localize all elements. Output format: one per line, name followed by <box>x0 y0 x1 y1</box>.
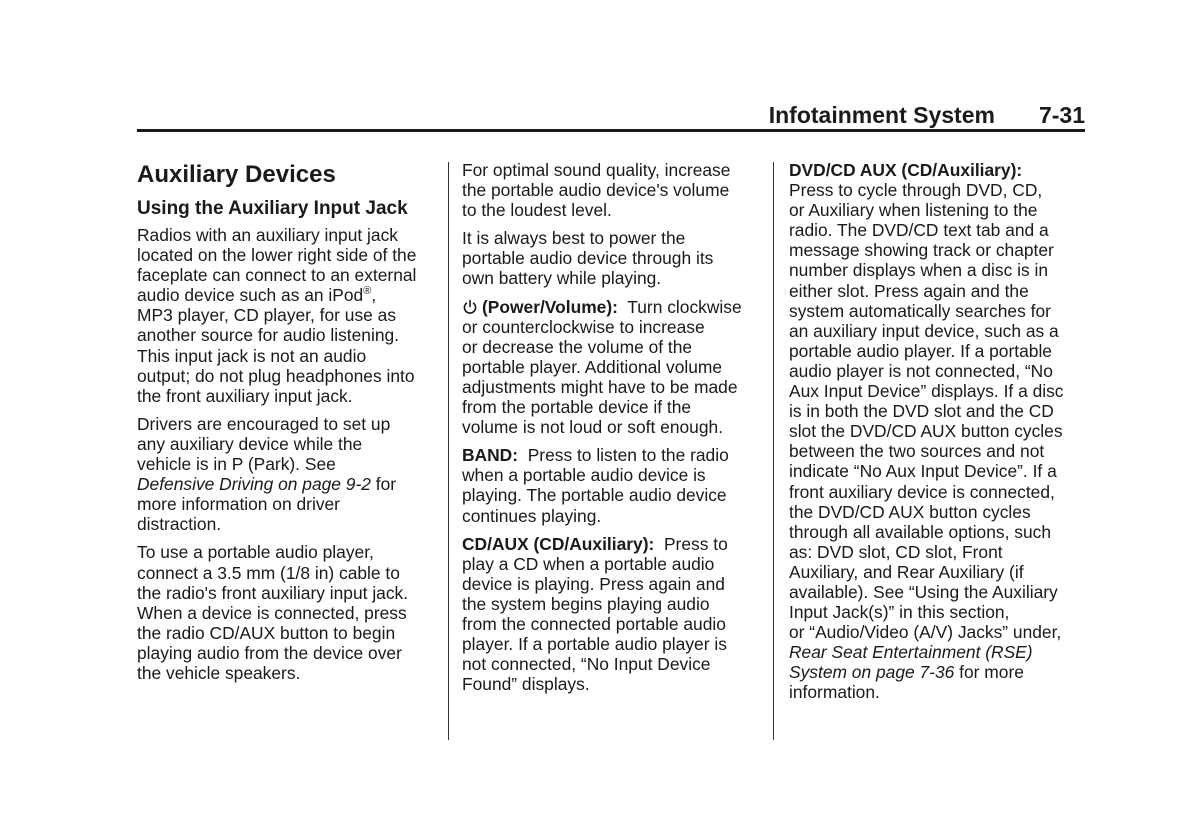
text-line: portable audio device through its <box>462 248 714 269</box>
text-line: not connected, “No Input Device <box>462 654 711 675</box>
text-line: continues playing. <box>462 505 602 526</box>
paragraph <box>789 160 1089 703</box>
term-cd-aux: CD/AUX (CD/Auxiliary): <box>462 533 655 554</box>
subheading-auxiliary-input-jack: Using the Auxiliary Input Jack <box>137 198 408 219</box>
text-line: output; do not plug headphones into <box>137 365 415 386</box>
text-span: , <box>371 285 377 306</box>
text-line <box>462 445 762 465</box>
text-line: the front auxiliary input jack. <box>137 385 353 406</box>
column-2 <box>462 160 762 702</box>
cross-reference-link[interactable]: System on page 7-36 <box>789 662 955 683</box>
paragraph <box>462 297 762 438</box>
text-line: the system begins playing audio <box>462 593 710 614</box>
text-line <box>137 285 437 305</box>
term-power-volume: (Power/Volume): <box>482 296 618 317</box>
header-rule <box>137 129 1085 132</box>
text-line: or decrease the volume of the <box>462 336 693 357</box>
text-line: portable player. Additional volume <box>462 356 723 377</box>
text-line: Input Jack(s)” in this section, <box>789 602 1010 623</box>
text-line <box>789 662 1089 682</box>
text-line: playing. The portable audio device <box>462 485 727 506</box>
paragraph <box>462 228 762 288</box>
text-line: located on the lower right side of the <box>137 245 417 266</box>
term-dvd-cd-aux: DVD/CD AUX (CD/Auxiliary): <box>789 160 1023 180</box>
page-header <box>137 100 1085 130</box>
text-line: faceplate can connect to an external <box>137 265 417 286</box>
text-line: When a device is connected, press <box>137 602 407 623</box>
text-line: To use a portable audio player, <box>137 542 374 563</box>
text-line: the vehicle speakers. <box>137 662 301 683</box>
text-line <box>137 474 437 494</box>
text-line: information. <box>789 682 880 703</box>
text-line: the portable audio device's volume <box>462 180 730 201</box>
text-line: from the connected portable audio <box>462 613 726 634</box>
paragraph <box>462 445 762 525</box>
text-line: front auxiliary device is connected, <box>789 481 1055 502</box>
text-span: for <box>370 474 397 495</box>
text-line: between the two sources and not <box>789 441 1045 462</box>
cross-reference-link[interactable]: Defensive Driving on page 9-2 <box>137 474 371 495</box>
text-line: another source for audio listening. <box>137 325 399 346</box>
column-3 <box>789 160 1089 711</box>
text-line: when a portable audio device is <box>462 465 706 486</box>
text-line: from the portable device if the <box>462 397 692 418</box>
text-line: the DVD/CD AUX button cycles <box>789 501 1031 522</box>
text-line: adjustments might have to be made <box>462 376 738 397</box>
text-line: Drivers are encouraged to set up <box>137 413 391 434</box>
paragraph <box>137 414 437 535</box>
column-divider <box>773 162 774 740</box>
text-line <box>462 534 762 554</box>
text-line: an auxiliary input device, such as a <box>789 320 1059 341</box>
heading-auxiliary-devices: Auxiliary Devices <box>137 161 336 188</box>
text-line: For optimal sound quality, increase <box>462 160 731 180</box>
text-line: available). See “Using the Auxiliary <box>789 581 1058 602</box>
text-line: volume is not loud or soft enough. <box>462 417 724 438</box>
text-line: Aux Input Device” displays. If a disc <box>789 381 1064 402</box>
paragraph <box>137 542 437 683</box>
text-line: more information on driver <box>137 494 340 515</box>
text-line: distraction. <box>137 514 222 535</box>
text-line: radio. The DVD/CD text tab and a <box>789 220 1049 241</box>
cross-reference-link[interactable]: Rear Seat Entertainment (RSE) <box>789 642 1033 663</box>
text-line: as: DVD slot, CD slot, Front <box>789 541 1003 562</box>
text-span: Press to <box>654 533 728 554</box>
text-line: slot the DVD/CD AUX button cycles <box>789 421 1063 442</box>
text-line: indicate “No Aux Input Device”. If a <box>789 461 1057 482</box>
text-line: vehicle is in P (Park). See <box>137 454 336 475</box>
text-line: the radio CD/AUX button to begin <box>137 622 396 643</box>
text-line: is in both the DVD slot and the CD <box>789 401 1054 422</box>
text-line: Auxiliary, and Rear Auxiliary (if <box>789 561 1024 582</box>
column-divider <box>448 162 449 740</box>
text-line: player. If a portable audio player is <box>462 634 727 655</box>
text-line: any auxiliary device while the <box>137 433 363 454</box>
text-line: or counterclockwise to increase <box>462 316 705 337</box>
text-line: device is playing. Press again and <box>462 573 725 594</box>
text-line: either slot. Press again and the <box>789 280 1029 301</box>
text-line: audio player is not connected, “No <box>789 360 1053 381</box>
registered-mark: ® <box>363 285 372 298</box>
text-line: Found” displays. <box>462 674 590 695</box>
text-line: It is always best to power the <box>462 228 686 249</box>
paragraph <box>462 534 762 695</box>
paragraph <box>137 225 437 406</box>
text-line: system automatically searches for <box>789 300 1051 321</box>
text-line: or “Audio/Video (A/V) Jacks” under, <box>789 622 1062 643</box>
paragraph <box>462 160 762 220</box>
text-span: for more <box>954 662 1024 683</box>
text-line: to the loudest level. <box>462 200 612 221</box>
power-icon <box>462 299 478 315</box>
text-line: the radio's front auxiliary input jack. <box>137 582 409 603</box>
text-span: Turn clockwise <box>617 296 742 317</box>
text-line: own battery while playing. <box>462 268 662 289</box>
text-line: or Auxiliary when listening to the <box>789 200 1038 221</box>
text-line: This input jack is not an audio <box>137 345 367 366</box>
text-line: MP3 player, CD player, for use as <box>137 305 397 326</box>
text-line: play a CD when a portable audio <box>462 553 715 574</box>
text-line: through all available options, such <box>789 521 1051 542</box>
text-line: playing audio from the device over <box>137 642 402 663</box>
text-line: Press to cycle through DVD, CD, <box>789 180 1043 201</box>
text-span: audio device such as an iPod <box>137 285 364 306</box>
section-title: Infotainment System <box>768 101 995 128</box>
page-number: 7-31 <box>1038 101 1085 128</box>
column-1 <box>137 160 437 691</box>
text-line: connect a 3.5 mm (1/8 in) cable to <box>137 562 400 583</box>
term-band: BAND: <box>462 445 519 466</box>
text-line: number displays when a disc is in <box>789 260 1049 281</box>
text-line: message showing track or chapter <box>789 240 1054 261</box>
text-line: portable audio player. If a portable <box>789 340 1052 361</box>
text-line <box>462 297 762 317</box>
text-line: Radios with an auxiliary input jack <box>137 225 398 245</box>
text-span: Press to listen to the radio <box>518 445 729 466</box>
